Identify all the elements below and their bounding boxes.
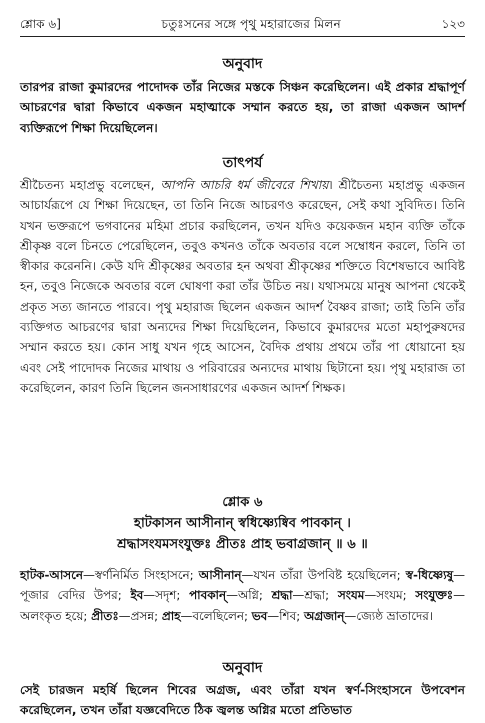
synonym-term: স্ব-ধিষ্ণ্যেষু bbox=[405, 568, 454, 582]
purport-text bbox=[20, 175, 465, 398]
chapter-title: চতুঃসনের সঙ্গে পৃথু মহারাজের মিলন bbox=[161, 17, 341, 31]
synonym-term: সংযুক্তঃ bbox=[415, 588, 454, 603]
synonym-term: সংযম bbox=[337, 588, 365, 603]
verse-line-2: শ্রদ্ধাসংযমসংযুক্তঃ প্রীতঃ প্রাহ ভবাগ্রজান্ ॥ ৬ ॥ bbox=[117, 537, 368, 552]
synonym-term: হাটক-আসনে bbox=[20, 568, 84, 582]
synonym-meaning: অলংকৃত হয়ে bbox=[20, 608, 84, 623]
synonym-term: প্রাহ bbox=[161, 608, 181, 623]
synonym-term: পাবকান্ bbox=[189, 588, 227, 603]
header-rule bbox=[20, 36, 465, 37]
purport-text-rest: । শ্রীচৈতন্য মহাপ্রভু একজন আচার্যরূপে যে শিক্ষা দিয়েছেন, তা তিনি নিজে আচরণও করেছেন, সেই কথা সুবিদিত। তিনি যখন ভক্তরূপে ভগবানের মহিমা প্রচার করছিলেন, তখন যদিও কয়েকজন মহান ব্যক্তি তাঁকে শ্রীকৃষ্ণ বলে চিনতে পেরেছিলেন, তবুও কখনও তাঁকে অবতার বলে সম্বোধন করলে, তিনি তা স্বীকার করেননি। কেউ যদি শ্রীকৃষ্ণের অবতার হন অথবা শ্রীকৃষ্ণের শক্তিতে বিশেষভাবে আবিষ্ট হন, তবুও নিজেকে অবতার বলে ঘোষণা করা তাঁর উচিত নয়। যথাসময়ে মানুষ আপনা থেকেই প্রকৃত সত্য জানতে পারবে। পৃথু মহারাজ ছিলেন একজন আদর্শ বৈষ্ণব রাজা; তাই তিনি তাঁর ব্যক্তিগত আচরণের দ্বারা অন্যদের শিক্ষা দিয়েছিলেন, কিভাবে কুমারদের মতো মহাপুরুষদের সম্মান করতে হয়। কোন সাধু যখন গৃহে আসেন, বৈদিক প্রথায় প্রথমে তাঁর পা ধোয়ানো হয় এবং সেই পাদোদক নিজের মাথায় ও পরিবারের অন্যদের মাথায় ছিটানো হয়। পৃথু মহারাজ তা করেছিলেন, কারণ তিনি ছিলেন জনসাধারণের একজন আদর্শ শিক্ষক। bbox=[20, 178, 465, 395]
verse-number: শ্লোক ৬ bbox=[222, 495, 263, 510]
verse-line-1: হাটকাসন আসীনান্ স্বধিষ্ণ্যেষ্বিব পাবকান্ । bbox=[134, 516, 351, 531]
page-number: ১২৩ bbox=[441, 17, 465, 31]
translation-heading-2: অনুবাদ bbox=[222, 660, 263, 676]
running-header bbox=[20, 16, 465, 32]
synonym-meaning: অগ্নি bbox=[237, 588, 259, 603]
purport-text-start: শ্রীচৈতন্য মহাপ্রভু বলেছেন, bbox=[20, 178, 161, 192]
synonym-meaning: সংযম bbox=[376, 588, 403, 603]
synonym-meaning: পূজার বেদির উপর bbox=[20, 588, 118, 603]
synonym-meaning: শিব bbox=[279, 608, 297, 623]
synonym-term: শ্রদ্ধা bbox=[271, 588, 293, 603]
translation-heading: অনুবাদ bbox=[222, 56, 263, 72]
synonym-term: অগ্রজান্ bbox=[304, 608, 345, 623]
synonym-term: ইব bbox=[130, 588, 144, 603]
synonym-term: প্রীতঃ bbox=[91, 608, 119, 623]
synonym-term: ভব bbox=[251, 608, 268, 623]
synonym-meaning: জ্যেষ্ঠ ভ্রাতাদের bbox=[356, 608, 429, 623]
synonym-meaning: যখন তাঁরা উপবিষ্ট হয়েছিলেন bbox=[253, 568, 397, 582]
synonym-term: আসীনান্ bbox=[198, 568, 242, 582]
synonym-meaning: সদৃশ bbox=[155, 588, 177, 603]
purport-quote: আপনি আচরি ধর্ম জীবেরে শিখায় bbox=[160, 178, 329, 192]
purport-heading: তাৎপর্য bbox=[222, 155, 263, 171]
synonym-meaning: শ্রদ্ধা bbox=[304, 588, 326, 603]
word-meanings: হাটক-আসনে—স্বর্ণনির্মিত সিংহাসনে; আসীনান্—যখন তাঁরা উপবিষ্ট হয়েছিলেন; স্ব-ধিষ্ণ্যেষু—পূজার বেদির উপর; ইব—সদৃশ; পাবকান্—অগ্নি; শ্রদ্ধা—শ্রদ্ধা; সংযম—সংযম; সংযুক্তঃ—অলংকৃত হয়ে; প্রীতঃ—প্রসন্ন; প্রাহ—বলেছিলেন; ভব—শিব; অগ্রজান্—জ্যেষ্ঠ ভ্রাতাদের। bbox=[20, 568, 466, 623]
verse-reference: শ্লোক ৬] bbox=[20, 17, 61, 31]
translation-text: তারপর রাজা কুমারদের পাদোদক তাঁর নিজের মস্তকে সিঞ্চন করেছিলেন। এই প্রকার শ্রদ্ধাপূর্ণ আচরণের দ্বারা কিভাবে একজন মহাত্মাকে সম্মান করতে হয়, তা রাজা একজন আদর্শ ব্যক্তিরূপে শিক্ষা দিয়েছিলেন। bbox=[20, 80, 465, 135]
synonym-meaning: প্রসন্ন bbox=[130, 608, 155, 623]
translation-text-2: সেই চারজন মহর্ষি ছিলেন শিবের অগ্রজ, এবং তাঁরা যখন স্বর্ণ-সিংহাসনে উপবেশন করেছিলেন, তখন তাঁরা যজ্ঞবেদিতে ঠিক জ্বলন্ত অগ্নির মতো প্রতিভাত bbox=[20, 683, 465, 718]
synonym-meaning: বলেছিলেন bbox=[192, 608, 244, 623]
synonym-meaning: স্বর্ণনির্মিত সিংহাসনে bbox=[94, 568, 190, 582]
